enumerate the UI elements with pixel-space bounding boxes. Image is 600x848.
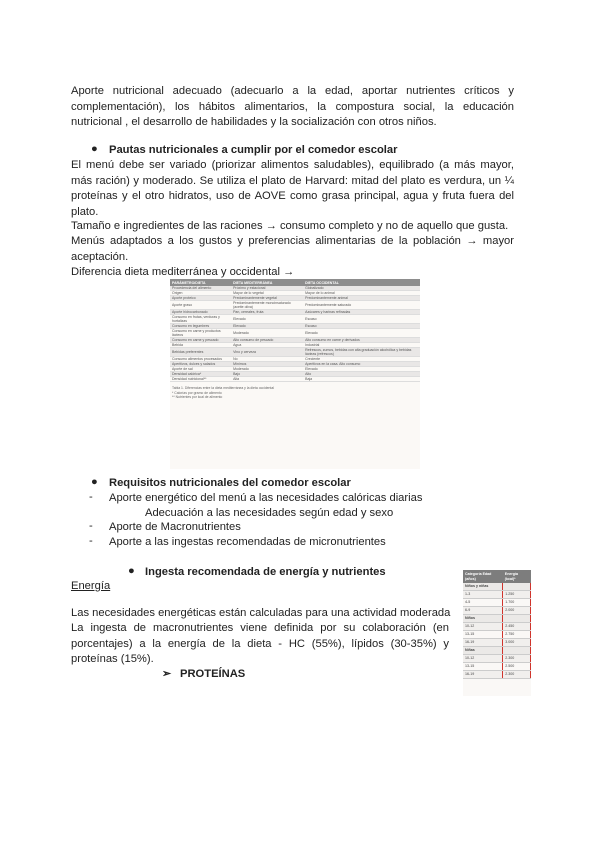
table-row bbox=[463, 607, 531, 615]
list-subitem: Adecuación a las necesidades según edad y sexo bbox=[145, 507, 394, 519]
table-cell: Bebida bbox=[170, 343, 231, 348]
paragraph-menu: El menú debe ser variado (priorizar alimentos saludables), equilibrado (a más mayor, más ración) y moderado. Se utiliza el plato de Harvard: mitad del plato es verdura, un ¼ proteínas y el otro hidratos, uso de AOVE como grasa principal, agua y fruta fuera del plato. bbox=[71, 159, 514, 218]
table-cell: Moderado bbox=[231, 367, 303, 372]
table-cell: Aporte proteico bbox=[170, 296, 231, 301]
paragraph-macronutrientes: La ingesta de macronutrientes viene definida por su colaboración (en porcentajes) a la energía de la dieta - HC (55%), lípidos (30-35%) y proteínas (15%). bbox=[71, 622, 449, 666]
table-cell: Alto consumo de pescado bbox=[231, 338, 303, 343]
table-row bbox=[463, 655, 531, 663]
table-cell: Alto bbox=[303, 372, 420, 377]
table-cell: 2.750 bbox=[503, 631, 531, 639]
table-cell: No bbox=[231, 357, 303, 362]
table-cell: 1.700 bbox=[503, 599, 531, 607]
table-note: ** Nutrientes por kcal de alimento bbox=[172, 395, 223, 400]
table-row bbox=[463, 623, 531, 631]
table-cell: Refrescos, zumos, bebidas con alta graduación alcohólica y bebidas lácteas (refrescos) bbox=[303, 348, 420, 357]
list-item: Aporte de Macronutrientes bbox=[109, 521, 241, 533]
table-cell: 2.450 bbox=[503, 623, 531, 631]
table-header-cell: DIETA OCCIDENTAL bbox=[303, 279, 420, 286]
section-heading-requisitos: Requisitos nutricionales del comedor escolar bbox=[109, 477, 351, 489]
table-cell: Consumo en carne y pescado bbox=[170, 338, 231, 343]
subheading-proteinas: PROTEÍNAS bbox=[180, 668, 246, 680]
bullet-icon: ● bbox=[91, 476, 98, 488]
table-cell bbox=[503, 583, 531, 591]
subheading-energia: Energía bbox=[71, 580, 111, 592]
paragraph-racion: Tamaño e ingredientes de las raciones → consumo completo y no de aquello que gusta. bbox=[71, 220, 509, 232]
table-cell: Escaso bbox=[303, 324, 420, 329]
table-cell: Industrial bbox=[303, 343, 420, 348]
bullet-icon: ● bbox=[91, 143, 98, 155]
list-item: Aporte a las ingestas recomendadas de micronutrientes bbox=[109, 536, 386, 548]
table-cell: Predominantemente monoinsaturado (aceite oliva) bbox=[231, 301, 303, 310]
table-cell: 16-19 bbox=[463, 639, 503, 647]
dash-icon: - bbox=[89, 520, 93, 532]
table-cell: Vino y cerveza bbox=[231, 348, 303, 357]
table-cell: Mayor de lo vegetal bbox=[231, 291, 303, 296]
section-heading-ingesta: Ingesta recomendada de energía y nutrientes bbox=[145, 566, 386, 578]
energy-table bbox=[463, 570, 531, 696]
table-row bbox=[463, 639, 531, 647]
table-cell: 10-12 bbox=[463, 655, 503, 663]
table-row bbox=[170, 348, 420, 357]
table-cell: Predominantemente animal bbox=[303, 296, 420, 301]
table-cell: Globalizado bbox=[303, 286, 420, 291]
table-row bbox=[463, 663, 531, 671]
table-cell: Agua bbox=[231, 343, 303, 348]
table-cell: 10-12 bbox=[463, 623, 503, 631]
table-cell: 4-5 bbox=[463, 599, 503, 607]
diet-comparison-table bbox=[170, 279, 420, 469]
table-cell: Predominantemente saturado bbox=[303, 301, 420, 310]
energy-header-age: Categoría Edad (años) bbox=[463, 570, 503, 583]
paragraph-energia: Las necesidades energéticas están calculadas para una actividad moderada bbox=[71, 607, 451, 619]
table-row bbox=[170, 377, 420, 382]
table-cell: Densidad calórica* bbox=[170, 372, 231, 377]
table-cell: Aperitivos en la casa. Alto consumo bbox=[303, 362, 420, 367]
table-group-label: Niños y niñas bbox=[463, 583, 503, 591]
table-cell: Predominantemente vegetal bbox=[231, 296, 303, 301]
table-cell: 13-15 bbox=[463, 663, 503, 671]
table-row bbox=[170, 329, 420, 338]
table-cell: Mínimos bbox=[231, 362, 303, 367]
table-row bbox=[170, 301, 420, 310]
table-cell: Próximo y estacional bbox=[231, 286, 303, 291]
table-cell: Alta bbox=[231, 377, 303, 382]
table-cell: 2.000 bbox=[503, 607, 531, 615]
table-cell: 13-15 bbox=[463, 631, 503, 639]
table-cell: Elevado bbox=[303, 329, 420, 338]
table-cell: Mayor de lo animal bbox=[303, 291, 420, 296]
table-group-row bbox=[463, 583, 531, 591]
intro-paragraph: Aporte nutricional adecuado (adecuarlo a la edad, aportar nutrientes críticos y complementación), los hábitos alimentarios, la compostura social, la educación nutricional , el desarrollo de habilidades y la socialización con otros niños. bbox=[71, 85, 514, 129]
paragraph-dieta-diferencia: Diferencia dieta mediterránea y occidental → bbox=[71, 266, 295, 278]
table-cell: Creciente bbox=[303, 357, 420, 362]
table-cell: Aporte graso bbox=[170, 301, 231, 310]
paragraph-menus-adaptados: Menús adaptados a los gustos y preferencias alimentarias de la población → mayor aceptación. bbox=[71, 235, 514, 263]
table-cell: Alto consumo en carne y derivados bbox=[303, 338, 420, 343]
table-cell: Baja bbox=[303, 377, 420, 382]
dash-icon: - bbox=[89, 491, 93, 503]
table-cell: Azúcares y harinas refinadas bbox=[303, 310, 420, 315]
table-cell: Aporte de sal bbox=[170, 367, 231, 372]
table-cell: 1-3 bbox=[463, 591, 503, 599]
table-cell: Elevado bbox=[303, 367, 420, 372]
table-row bbox=[463, 631, 531, 639]
table-cell: Procedencia del alimento bbox=[170, 286, 231, 291]
table-cell: 2.300 bbox=[503, 655, 531, 663]
section-heading-pautas: Pautas nutricionales a cumplir por el comedor escolar bbox=[109, 144, 398, 156]
table-cell: 3.000 bbox=[503, 639, 531, 647]
table-cell: Densidad nutricional** bbox=[170, 377, 231, 382]
table-cell: Moderado bbox=[231, 329, 303, 338]
table-cell: Consumo alimentos procesados bbox=[170, 357, 231, 362]
table-row bbox=[463, 591, 531, 599]
table-cell: Escaso bbox=[303, 315, 420, 324]
table-cell: Elevado bbox=[231, 324, 303, 329]
table-cell: Consumo en frutas, verduras y hortalizas bbox=[170, 315, 231, 324]
table-cell: Consumo en carne y productos lácteos bbox=[170, 329, 231, 338]
bullet-icon: ● bbox=[128, 565, 135, 577]
table-group-row bbox=[463, 615, 531, 623]
table-cell: Aporte hidrocarbonado bbox=[170, 310, 231, 315]
table-cell: Consumo en legumbres bbox=[170, 324, 231, 329]
table-cell: Aperitivos, dulces y salados bbox=[170, 362, 231, 367]
table-cell: 16-19 bbox=[463, 671, 503, 679]
table-cell: 2.300 bbox=[503, 671, 531, 679]
table-row bbox=[463, 599, 531, 607]
table-group-label: Niños bbox=[463, 615, 503, 623]
table-cell: Elevado bbox=[231, 315, 303, 324]
table-cell: 2.500 bbox=[503, 663, 531, 671]
table-row bbox=[170, 315, 420, 324]
table-cell: Bebidas preferentes bbox=[170, 348, 231, 357]
table-cell: Origen bbox=[170, 291, 231, 296]
arrow-icon: ➢ bbox=[162, 668, 172, 680]
dash-icon: - bbox=[89, 535, 93, 547]
table-group-row bbox=[463, 647, 531, 655]
table-cell: Bajo bbox=[231, 372, 303, 377]
table-note: * Calorías por gramo de alimento bbox=[172, 391, 222, 396]
table-cell: Pan, cereales, fruta bbox=[231, 310, 303, 315]
table-group-label: Niñas bbox=[463, 647, 503, 655]
table-cell bbox=[503, 615, 531, 623]
table-cell: 6-9 bbox=[463, 607, 503, 615]
table-header-cell: PARÁMETRO/DIETA bbox=[170, 279, 231, 286]
list-item: Aporte energético del menú a las necesidades calóricas diarias bbox=[109, 492, 423, 504]
table-caption: Tabla 1. Diferencias entre la dieta mediterránea y la dieta occidental bbox=[172, 386, 274, 390]
table-cell: 1.250 bbox=[503, 591, 531, 599]
energy-header-kcal: Energía (kcal)* bbox=[503, 570, 531, 583]
table-cell bbox=[503, 647, 531, 655]
table-row bbox=[463, 671, 531, 679]
table-header-cell: DIETA MEDITERRÁNEA bbox=[231, 279, 303, 286]
